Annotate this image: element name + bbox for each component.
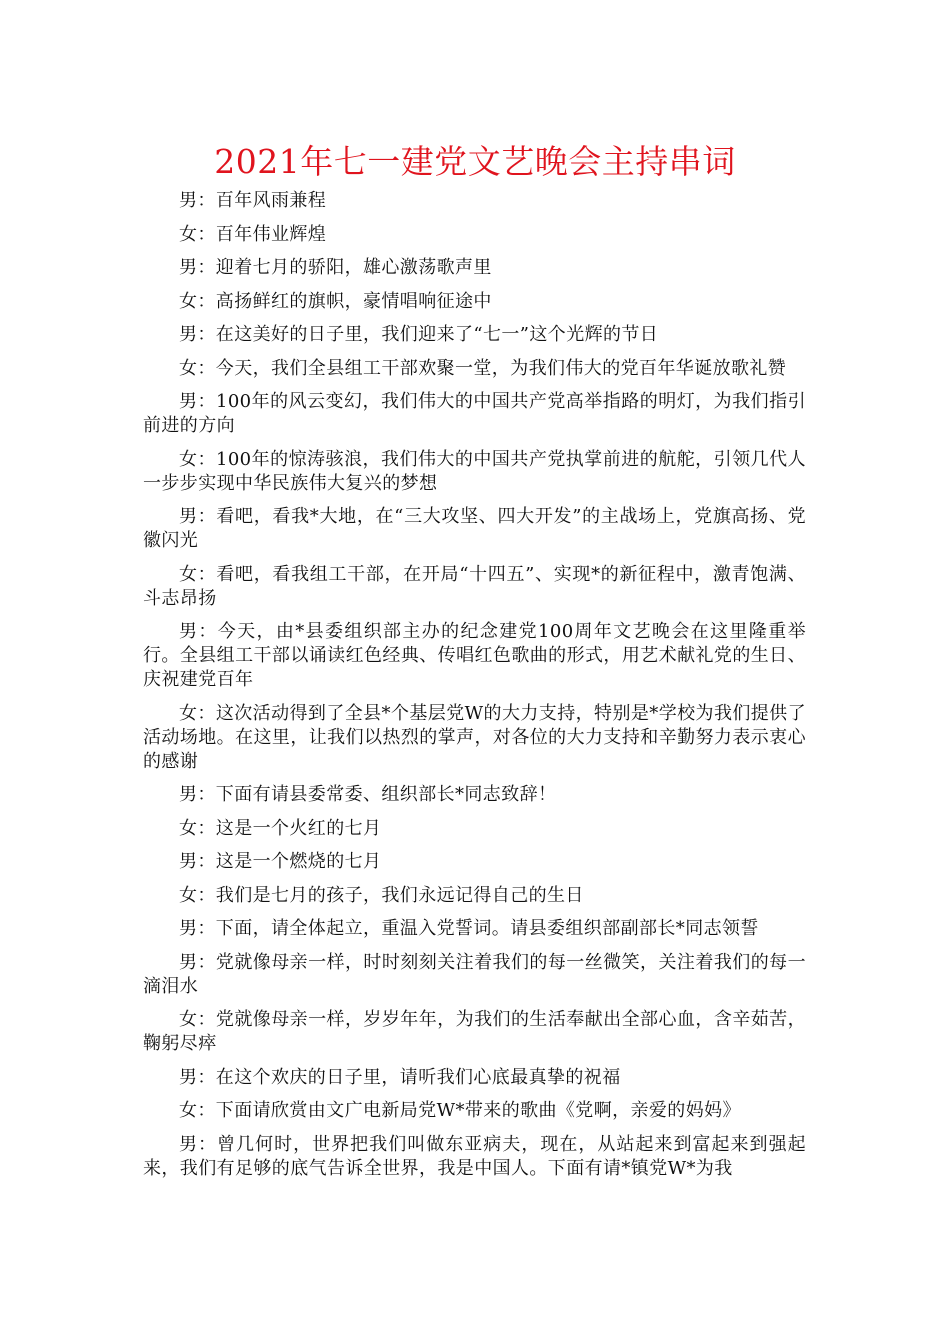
document-title: 2021年七一建党文艺晚会主持串词 bbox=[214, 142, 736, 181]
paragraph: 男：今天，由*县委组织部主办的纪念建党100周年文艺晚会在这里隆重举行。全县组工干部以诵读红色经典、传唱红色歌曲的形式，用艺术献礼党的生日、庆祝建党百年 bbox=[143, 621, 806, 690]
paragraph: 女：党就像母亲一样，岁岁年年，为我们的生活奉献出全部心血，含辛茹苦，鞠躬尽瘁 bbox=[143, 1009, 806, 1054]
paragraph: 女：看吧，看我组工干部，在开局“十四五”、实现*的新征程中，激青饱满、斗志昂扬 bbox=[143, 563, 806, 609]
paragraph: 女：高扬鲜红的旗帜，豪情唱响征途中 bbox=[179, 290, 492, 312]
paragraph: 女：我们是七月的孩子，我们永远记得自己的生日 bbox=[179, 884, 584, 906]
paragraph: 男：迎着七月的骄阳，雄心激荡歌声里 bbox=[179, 257, 492, 278]
paragraph: 女：这次活动得到了全县*个基层党W的大力支持，特别是*学校为我们提供了活动场地。在这里，让我们以热烈的掌声，对各位的大力支持和辛勤努力表示衷心的感谢 bbox=[143, 702, 806, 772]
paragraph: 男：百年风雨兼程 bbox=[179, 190, 327, 211]
paragraph: 男：在这美好的日子里，我们迎来了“七一”这个光辉的节日 bbox=[179, 324, 659, 345]
paragraph: 男：曾几何时，世界把我们叫做东亚病夫，现在，从站起来到富起来到强起来，我们有足够的底气告诉全世界，我是中国人。下面有请*镇党W*为我 bbox=[143, 1133, 806, 1179]
paragraph: 女：今天，我们全县组工干部欢聚一堂，为我们伟大的党百年华诞放歌礼赞 bbox=[179, 357, 787, 379]
paragraph: 女：下面请欣赏由文广电新局党W*带来的歌曲《党啊，亲爱的妈妈》 bbox=[179, 1100, 741, 1121]
paragraph: 男：党就像母亲一样，时时刻刻关注着我们的每一丝微笑，关注着我们的每一滴泪水 bbox=[143, 951, 806, 997]
paragraph: 男：下面，请全体起立，重温入党誓词。请县委组织部副部长*同志领誓 bbox=[179, 918, 759, 939]
paragraph: 男：这是一个燃烧的七月 bbox=[179, 851, 382, 872]
paragraph: 男：下面有请县委常委、组织部长*同志致辞！ bbox=[179, 784, 557, 805]
document-body bbox=[143, 189, 806, 1190]
paragraph: 男：看吧，看我*大地，在“三大攻坚、四大开发”的主战场上，党旗高扬、党徽闪光 bbox=[143, 506, 806, 551]
paragraph: 女：100年的惊涛骇浪，我们伟大的中国共产党执掌前进的航舵，引领几代人一步步实现中华民族伟大复兴的梦想 bbox=[143, 448, 806, 494]
paragraph: 女：这是一个火红的七月 bbox=[179, 817, 382, 839]
paragraph: 男：在这个欢庆的日子里，请听我们心底最真挚的祝福 bbox=[179, 1066, 621, 1088]
paragraph: 女：百年伟业辉煌 bbox=[179, 223, 327, 245]
paragraph: 男：100年的风云变幻，我们伟大的中国共产党高举指路的明灯，为我们指引前进的方向 bbox=[143, 391, 806, 436]
